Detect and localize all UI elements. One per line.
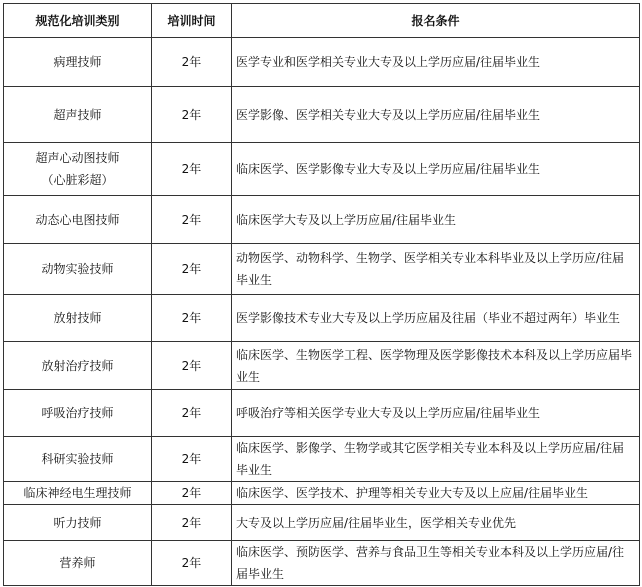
- header-requirements: 报名条件: [232, 4, 640, 38]
- row-requirements: 医学专业和医学相关专业大专及以上学历应届/往届毕业生: [232, 38, 640, 87]
- table-row: [4, 390, 640, 437]
- row-requirements: 临床医学、生物医学工程、医学物理及医学影像技术本科及以上学历应届毕业生: [232, 342, 640, 390]
- row-requirements: 呼吸治疗等相关医学专业大专及以上学历应届/往届毕业生: [232, 390, 640, 437]
- row-requirements: 动物医学、动物科学、生物学、医学相关专业本科毕业及以上学历应/往届毕业生: [232, 244, 640, 295]
- row-category: 病理技师: [4, 38, 152, 87]
- row-duration: 2年: [152, 482, 232, 505]
- row-duration: 2年: [152, 143, 232, 196]
- row-requirements: 医学影像、医学相关专业大专及以上学历应届/往届毕业生: [232, 87, 640, 143]
- table-row: [4, 196, 640, 244]
- row-category: 放射技师: [4, 295, 152, 342]
- table-header-row: [4, 4, 640, 38]
- row-requirements: 大专及以上学历应届/往届毕业生，医学相关专业优先: [232, 505, 640, 541]
- row-category: 超声技师: [4, 87, 152, 143]
- row-duration: 2年: [152, 38, 232, 87]
- table-row: [4, 244, 640, 295]
- row-category: 动态心电图技师: [4, 196, 152, 244]
- row-requirements: 临床医学、医学影像专业大专及以上学历应届/往届毕业生: [232, 143, 640, 196]
- table-row: [4, 505, 640, 541]
- table-row: [4, 38, 640, 87]
- row-duration: 2年: [152, 196, 232, 244]
- table-row: [4, 482, 640, 505]
- row-requirements: 医学影像技术专业大专及以上学历应届及往届（毕业不超过两年）毕业生: [232, 295, 640, 342]
- table-row: [4, 295, 640, 342]
- row-category-note: （心脏彩超）: [41, 173, 114, 187]
- table-row: [4, 143, 640, 196]
- table-row: [4, 87, 640, 143]
- row-duration: 2年: [152, 390, 232, 437]
- row-requirements: 临床医学大专及以上学历应届/往届毕业生: [232, 196, 640, 244]
- row-duration: 2年: [152, 505, 232, 541]
- row-category: 动物实验技师: [4, 244, 152, 295]
- header-category: 规范化培训类别: [4, 4, 152, 38]
- table-row: [4, 342, 640, 390]
- row-category-name: 超声心动图技师: [35, 151, 120, 165]
- row-requirements: 临床医学、预防医学、营养与食品卫生等相关专业本科及以上学历应届/往届毕业生: [232, 541, 640, 586]
- row-duration: 2年: [152, 87, 232, 143]
- row-requirements: 临床医学、影像学、生物学或其它医学相关专业本科及以上学历应届/往届毕业生: [232, 437, 640, 482]
- row-category: 临床神经电生理技师: [4, 482, 152, 505]
- row-duration: 2年: [152, 437, 232, 482]
- training-requirements-table: [3, 3, 640, 586]
- row-category: 营养师: [4, 541, 152, 586]
- row-category: 放射治疗技师: [4, 342, 152, 390]
- row-category: [4, 143, 152, 196]
- row-category: 听力技师: [4, 505, 152, 541]
- header-duration: 培训时间: [152, 4, 232, 38]
- row-duration: 2年: [152, 342, 232, 390]
- table-row: [4, 541, 640, 586]
- row-duration: 2年: [152, 295, 232, 342]
- row-category: 呼吸治疗技师: [4, 390, 152, 437]
- row-requirements: 临床医学、医学技术、护理等相关专业大专及以上应届/往届毕业生: [232, 482, 640, 505]
- row-category: 科研实验技师: [4, 437, 152, 482]
- row-duration: 2年: [152, 244, 232, 295]
- table-row: [4, 437, 640, 482]
- row-duration: 2年: [152, 541, 232, 586]
